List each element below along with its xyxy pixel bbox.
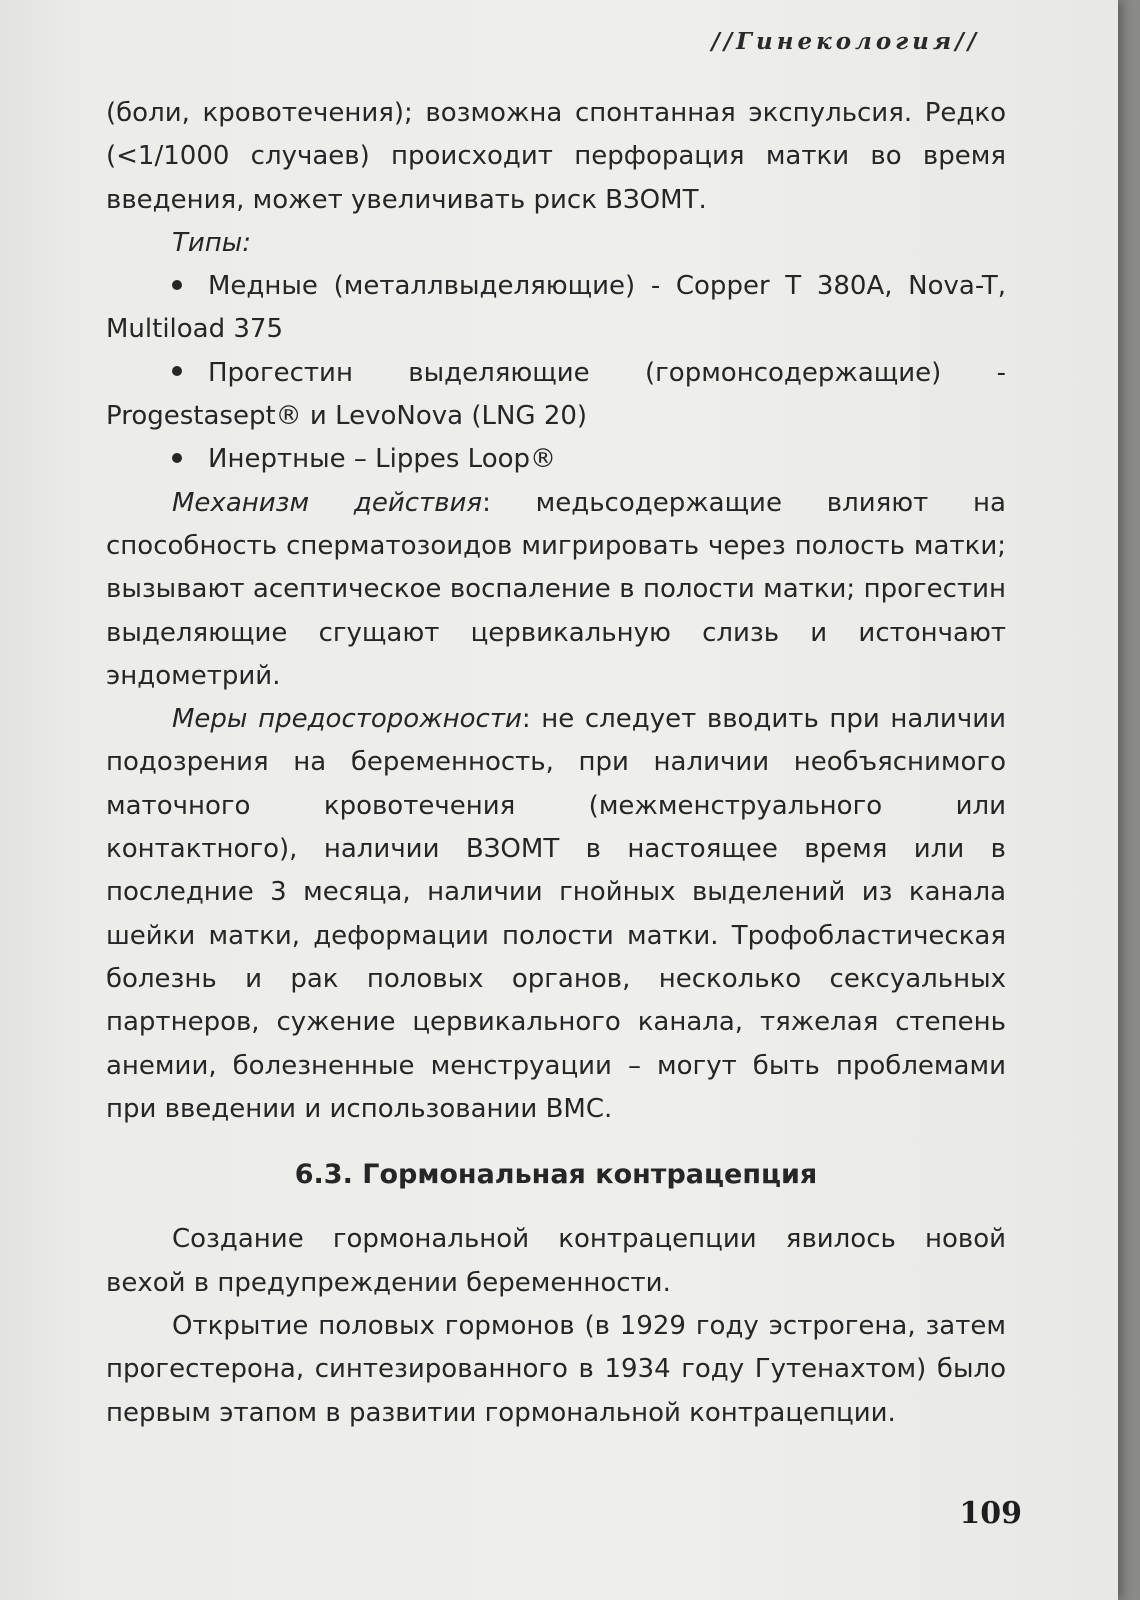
mechanism-text: : медьсодержащие влияют на способность сперматозоидов мигрировать через полость матки; вызывают асептическое воспаление в полости матки; прогестин выделяющие сгущают цервикальную слизь и истончают эндометрий. (106, 487, 1006, 691)
bullet-icon (172, 366, 182, 376)
section-heading: 6.3. Гормональная контрацепция (294, 1159, 818, 1191)
running-head: //Гинекология// (711, 28, 980, 55)
paragraph-hormonal-2: Открытие половых гормонов (в 1929 году эстрогена, затем прогестерона, синтезированного в 1934 году Гутенахтом) было первым этапом в развитии гормональной контрацепции. (106, 1311, 1006, 1428)
paragraph-mechanism (106, 482, 1006, 698)
precautions-text: : не следует вводить при наличии подозрения на беременность, при наличии необъяснимого маточного кровотечения (межменструального или контактного), наличии ВЗОМТ в настоящее время или в последние 3 месяца, наличии гнойных выделений из канала шейки матки, деформации полости матки. Трофобластическая болезнь и рак половых органов, несколько сексуальных партнеров, сужение цервикального канала, тяжелая степень анемии, болезненные менструации – могут быть проблемами при введении и использовании ВМС. (106, 704, 1006, 1124)
page-body (106, 92, 1006, 1435)
list-item-text: Прогестин выделяющие (гормонсодержащие) - Progestasept® и LevoNova (LNG 20) (106, 357, 1006, 432)
bullet-icon (172, 453, 182, 463)
paragraph-precautions (106, 698, 1006, 1131)
list-item (106, 265, 1006, 352)
page-number: 109 (959, 1496, 1022, 1531)
list-item-text: Медные (металлвыделяющие) - Copper T 380A, Nova-T, Multiload 375 (106, 271, 1006, 345)
bullet-icon (172, 280, 182, 290)
types-label: Типы: (172, 227, 252, 258)
mechanism-term: Механизм действия (172, 487, 483, 518)
precautions-term: Меры предосторожности (172, 704, 522, 735)
paragraph-hormonal-1: Создание гормональной контрацепции явилось новой вехой в предупреждении беременности. (106, 1224, 1006, 1298)
list-item-text: Инертные – Lippes Loop® (208, 444, 557, 475)
list-item (106, 438, 1006, 481)
list-item (106, 352, 1006, 439)
paragraph-intro: (боли, кровотечения); возможна спонтанная экспульсия. Редко (<1/1000 случаев) происходит перфорация матки во время введения, может увеличивать риск ВЗОМТ. (106, 98, 1006, 215)
